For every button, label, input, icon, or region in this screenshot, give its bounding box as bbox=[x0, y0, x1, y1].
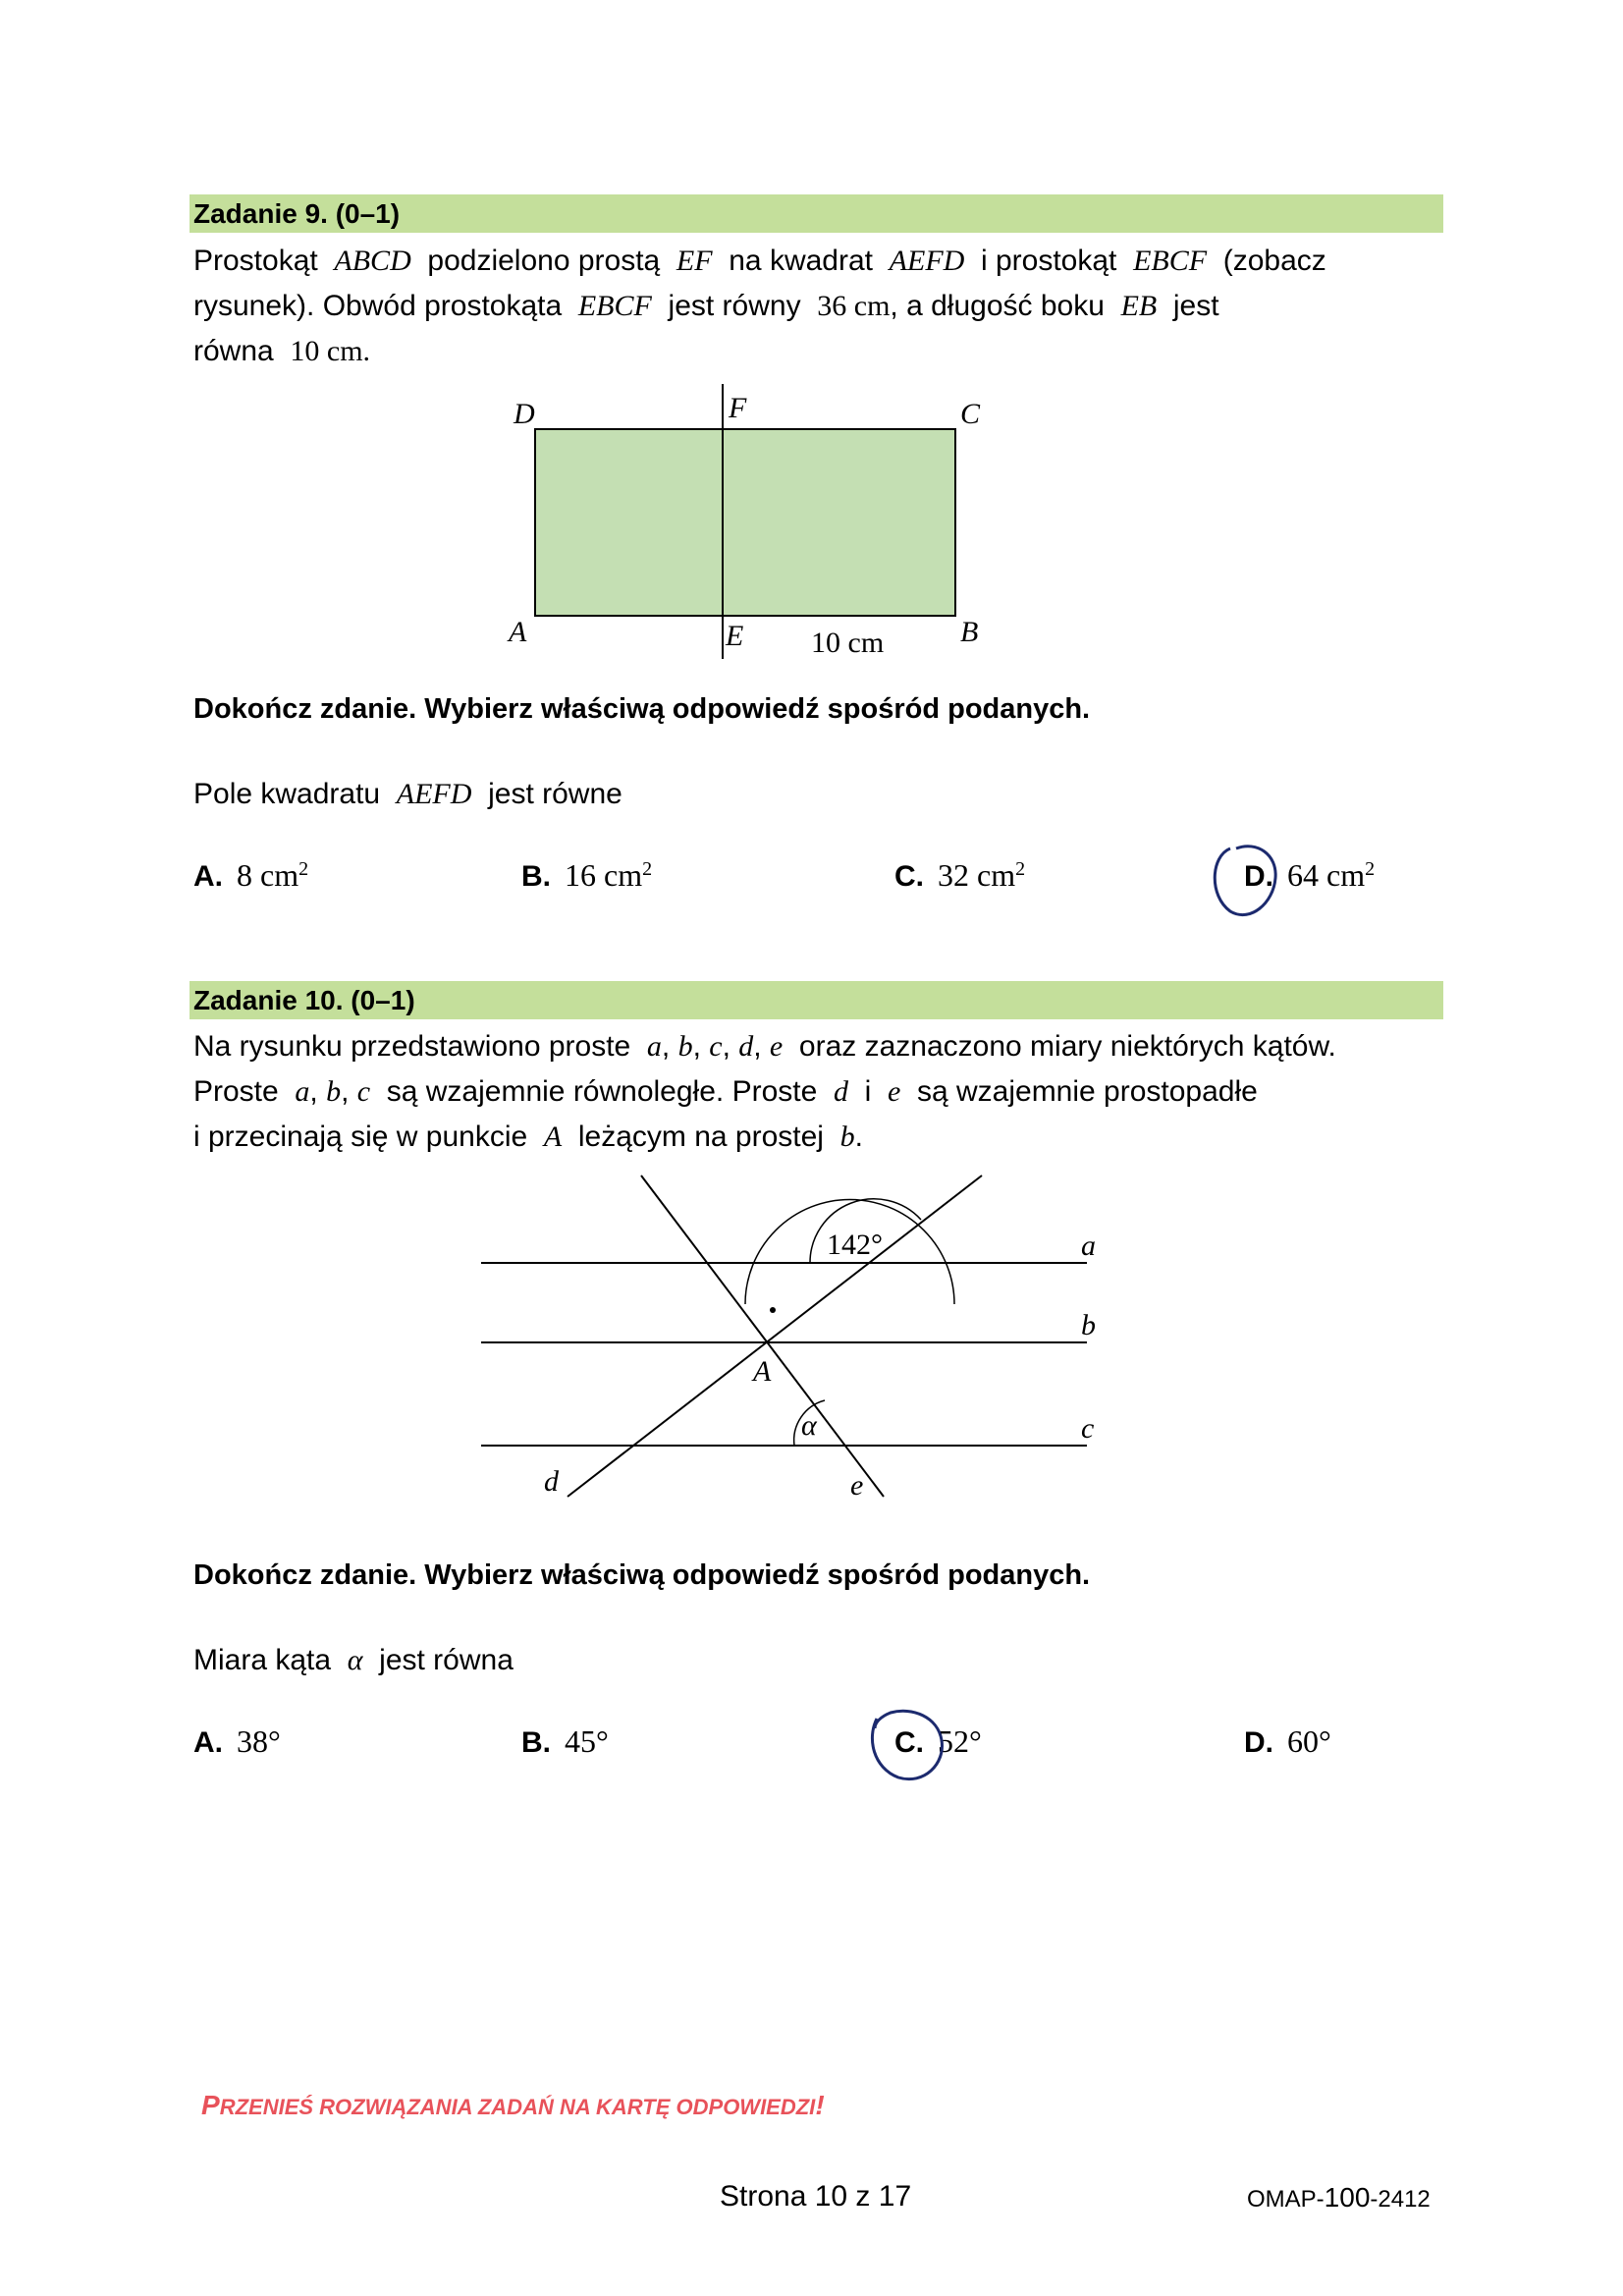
task10-instruction: Dokończ zdanie. Wybierz właściwą odpowiedź spośród podanych. bbox=[193, 1559, 1091, 1591]
task10-figure bbox=[471, 1169, 1139, 1512]
line-d bbox=[568, 1175, 982, 1497]
task9-text-line2: rysunek). Obwód prostokąta EBCF jest równy 36 cm, a długość boku EB jest bbox=[193, 290, 1219, 322]
task9-option-a[interactable]: A. 8 $cm^2$ bbox=[193, 857, 309, 893]
right-angle-dot bbox=[770, 1307, 776, 1313]
exam-code: OMAP-100-2412 bbox=[1247, 2182, 1431, 2213]
pen-circle-answer-c bbox=[859, 1699, 957, 1787]
label-d: d bbox=[544, 1465, 559, 1498]
label-d: D bbox=[514, 398, 535, 430]
task10-text-line2: Proste a, b, c są wzajemnie równoległe. Proste d i e są wzajemnie prostopadłe bbox=[193, 1075, 1258, 1108]
pen-circle-answer-d bbox=[1203, 835, 1291, 923]
measure-eb: 10 cm bbox=[811, 627, 885, 659]
label-point-a: A bbox=[753, 1355, 772, 1388]
label-b: B bbox=[960, 616, 979, 648]
task9-option-d[interactable]: D. 64 $cm^2$ bbox=[1244, 857, 1376, 893]
label-f: F bbox=[729, 392, 747, 424]
label-b: b bbox=[1081, 1309, 1096, 1341]
task9-option-b[interactable]: B. 16 $cm^2$ bbox=[521, 857, 653, 893]
task10-option-b[interactable]: B. 45° bbox=[521, 1723, 609, 1759]
label-e: e bbox=[850, 1469, 864, 1502]
task10-option-d[interactable]: D. 60° bbox=[1244, 1723, 1331, 1759]
task9-question: Pole kwadratu AEFD jest równe bbox=[193, 778, 622, 810]
task9-instruction: Dokończ zdanie. Wybierz właściwą odpowiedź spośród podanych. bbox=[193, 693, 1091, 725]
angle-142-label: 142° bbox=[827, 1229, 883, 1261]
task10-option-c[interactable]: C. 52° bbox=[894, 1723, 982, 1759]
transfer-answers-warning: PRZENIEŚ ROZWIĄZANIA ZADAŃ NA KARTĘ ODPOWIEDZI! bbox=[201, 2090, 825, 2120]
label-a: A bbox=[509, 616, 527, 648]
label-c: c bbox=[1081, 1412, 1095, 1445]
label-e: E bbox=[726, 620, 744, 652]
task9-text-line3: równa 10 cm. bbox=[193, 335, 371, 367]
task9-option-c[interactable]: C. 32 $cm^2$ bbox=[894, 857, 1026, 893]
task9-figure bbox=[491, 378, 1041, 673]
task10-header: Zadanie 10. (0–1) bbox=[189, 981, 1443, 1019]
task10-question: Miara kąta α jest równa bbox=[193, 1644, 514, 1676]
page-number: Strona 10 z 17 bbox=[720, 2180, 912, 2213]
label-a: a bbox=[1081, 1230, 1096, 1262]
angle-alpha-label: α bbox=[801, 1409, 817, 1442]
task10-text-line1: Na rysunku przedstawiono proste a, b, c, d, e oraz zaznaczono miary niektórych kątów. bbox=[193, 1030, 1336, 1063]
task10-option-a[interactable]: A. 38° bbox=[193, 1723, 281, 1759]
task9-header: Zadanie 9. (0–1) bbox=[189, 194, 1443, 233]
line-e bbox=[641, 1175, 884, 1497]
rectangle-abcd bbox=[535, 429, 955, 616]
task10-text-line3: i przecinają się w punkcie A leżącym na prostej b. bbox=[193, 1121, 863, 1153]
task9-text-line1: Prostokąt ABCD podzielono prostą EF na kwadrat AEFD i prostokąt EBCF (zobacz bbox=[193, 245, 1326, 277]
label-c: C bbox=[960, 398, 981, 430]
